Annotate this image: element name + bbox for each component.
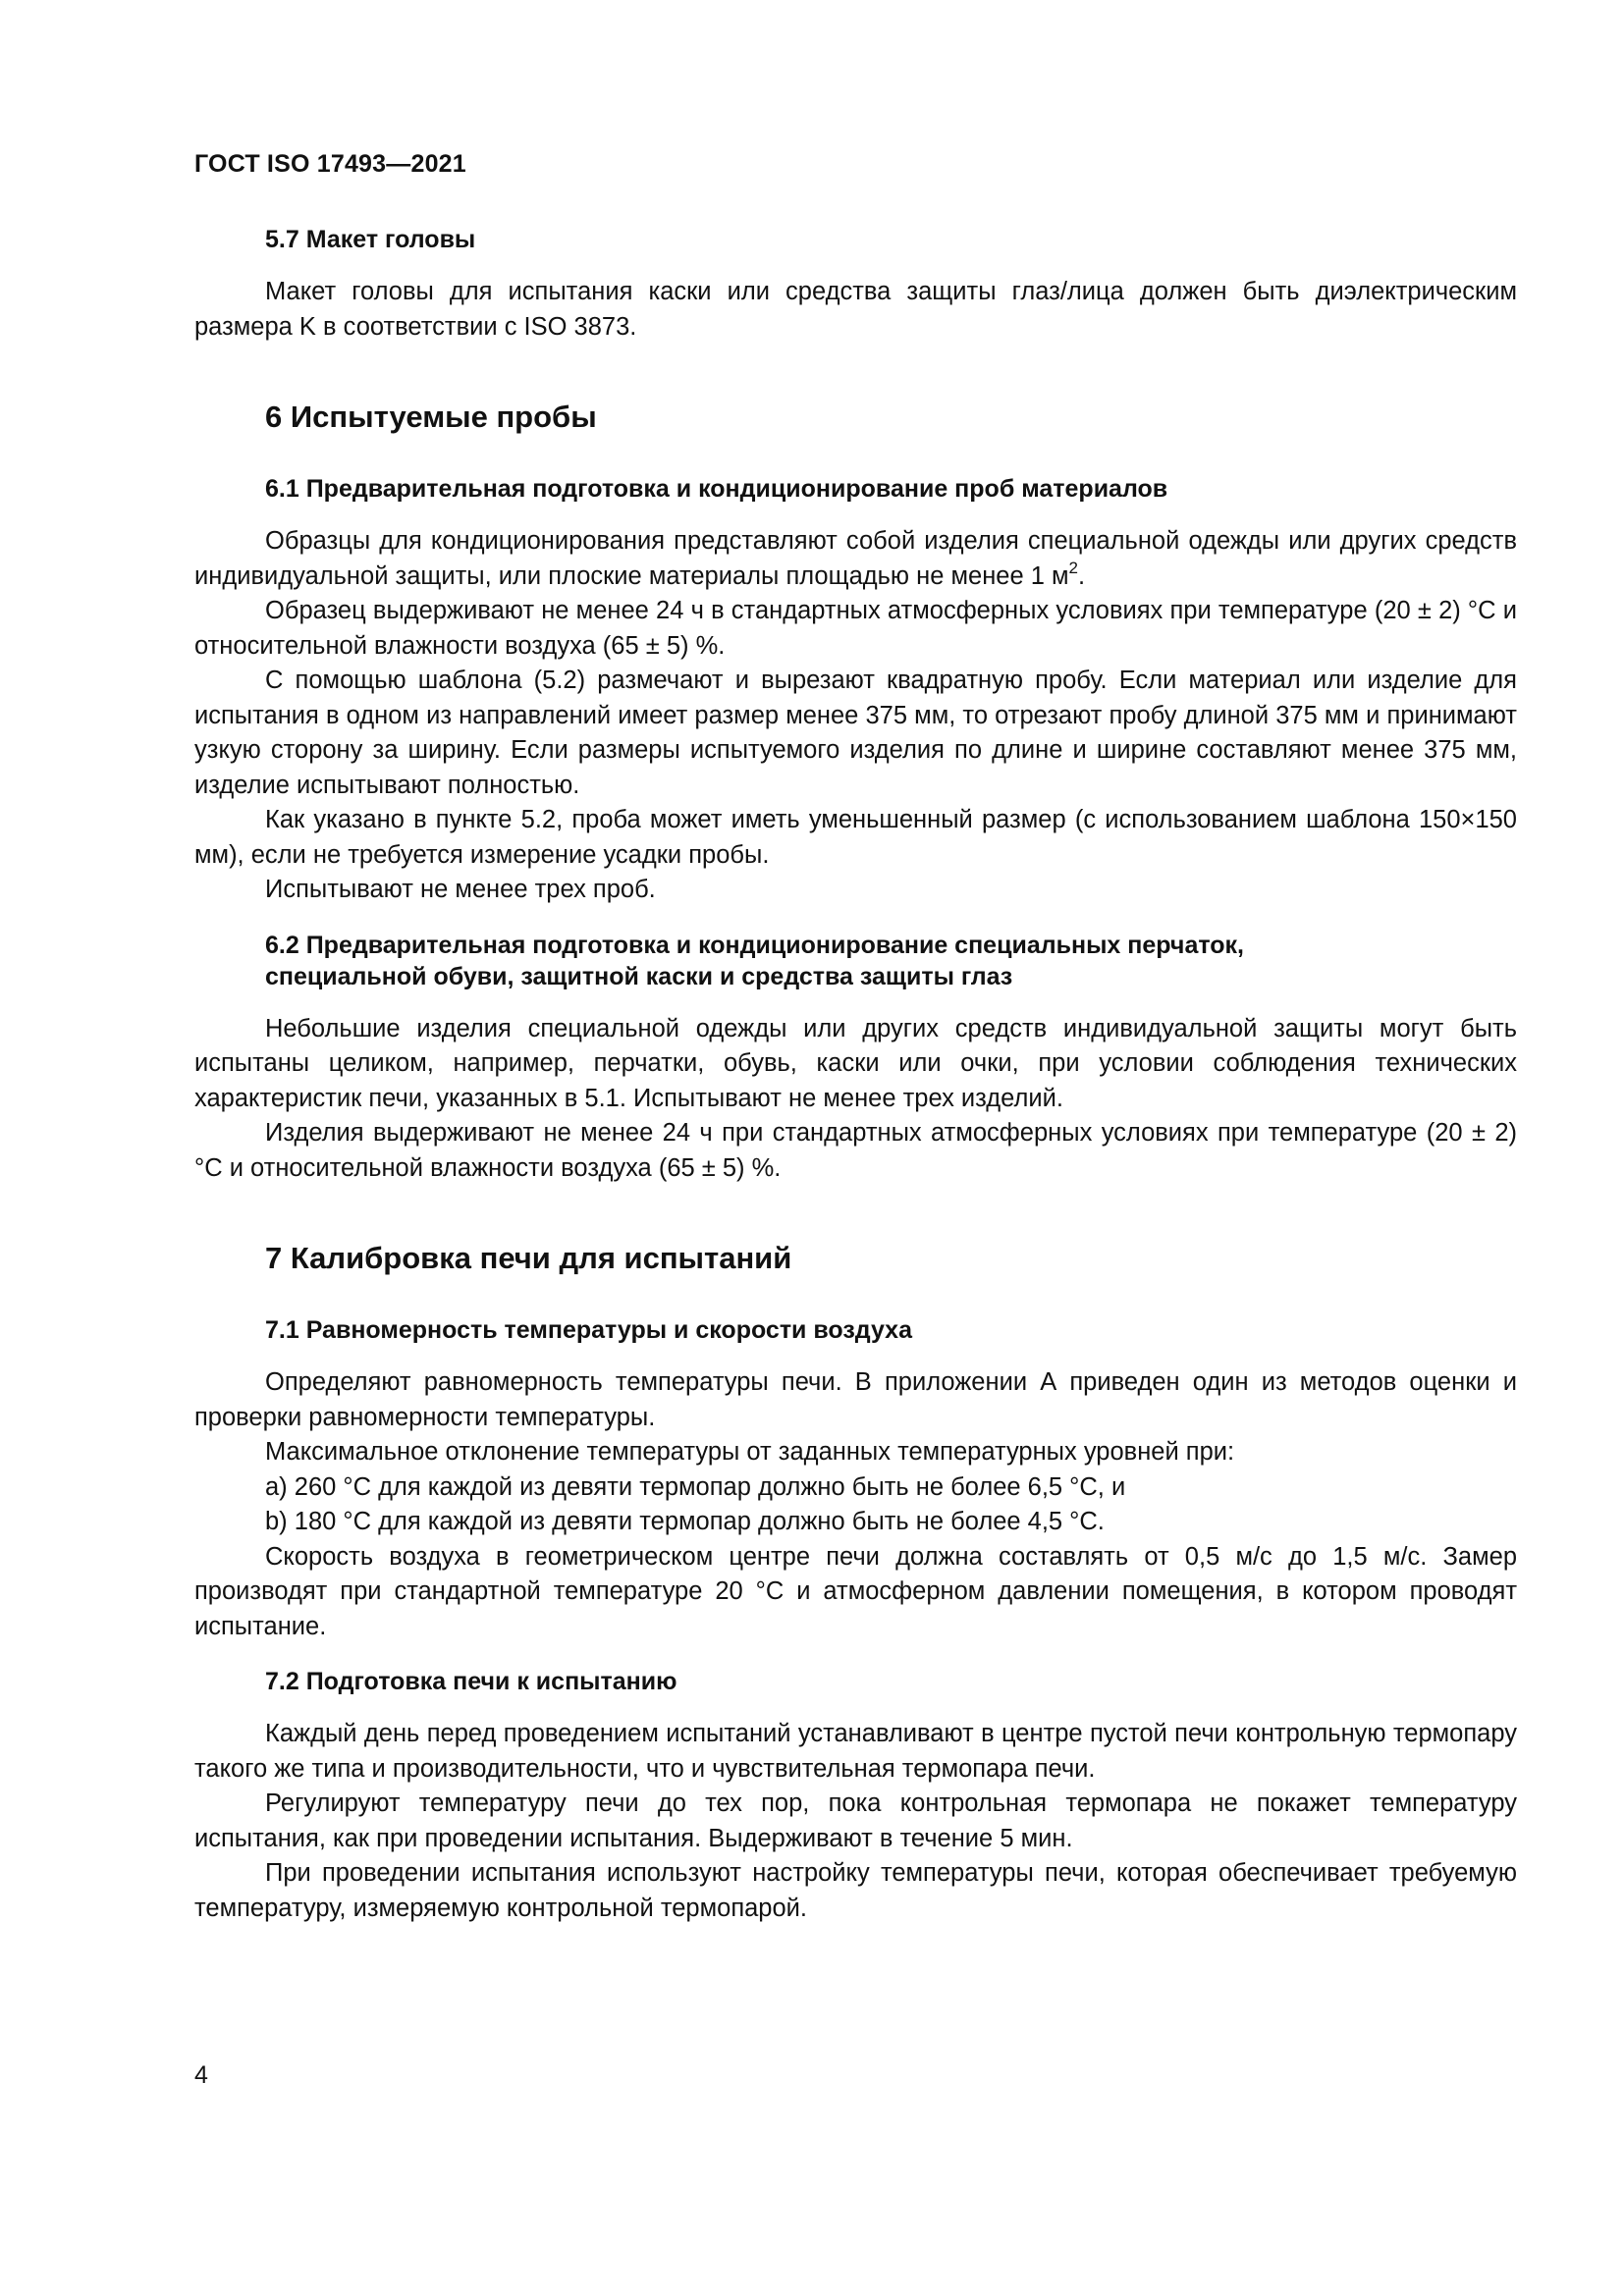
section-6-heading: 6 Испытуемые пробы xyxy=(265,400,597,434)
section-7-2-heading: 7.2 Подготовка печи к испытанию xyxy=(265,1668,677,1695)
section-6-2-heading-line-2: специальной обуви, защитной каски и средства защиты глаз xyxy=(265,962,1013,990)
section-6-1-paragraph-4: Как указано в пункте 5.2, проба может иметь уменьшенный размер (с использованием шаблона 150×150 мм), если не требуется измерение усадки пробы. xyxy=(194,806,1517,869)
section-6-2-heading-line-1: 6.2 Предварительная подготовка и кондиционирование специальных перчаток, xyxy=(265,931,1244,959)
section-5-7-heading: 5.7 Макет головы xyxy=(265,226,476,253)
section-7-heading: 7 Калибровка печи для испытаний xyxy=(265,1241,792,1275)
section-6-1-paragraph-2: Образец выдерживают не менее 24 ч в стандартных атмосферных условиях при температуре (20 ± 2) °С и относительной влажности воздуха (65 ± 5) %. xyxy=(194,597,1517,660)
section-6-1-paragraph-3: С помощью шаблона (5.2) размечают и вырезают квадратную пробу. Если материал или изделие для испытания в одном из направлений имеет размер менее 375 мм, то отрезают пробу длиной 375 мм и принимают узкую сторону за ширину. Если размеры испытуемого изделия по длине и ширине составляют менее 375 мм, изделие испытывают полностью. xyxy=(194,667,1517,799)
area-text-end: . xyxy=(1078,561,1086,590)
section-6-1-paragraph-5: Испытывают не менее трех проб. xyxy=(265,876,656,903)
section-6-1-paragraph-1 xyxy=(194,524,1517,594)
document-header: ГОСТ ISO 17493—2021 xyxy=(194,150,466,178)
section-5-7-paragraph: Макет головы для испытания каски или средства защиты глаз/лица должен быть диэлектрическим размера K в соответствии с ISO 3873. xyxy=(194,278,1517,341)
section-6-1-heading: 6.1 Предварительная подготовка и кондиционирование проб материалов xyxy=(265,475,1168,503)
section-7-2-paragraph-3: При проведении испытания используют настройку температуры печи, которая обеспечивает требуемую температуру, измеряемую контрольной термопарой. xyxy=(194,1859,1517,1922)
section-7-1-item-a: а) 260 °С для каждой из девяти термопар должно быть не более 6,5 °С, и xyxy=(265,1472,1126,1501)
section-6-2-paragraph-2: Изделия выдерживают не менее 24 ч при стандартных атмосферных условиях при температуре (20 ± 2) °С и относительной влажности воздуха (65 ± 5) %. xyxy=(194,1119,1517,1182)
section-7-1-paragraph-2: Максимальное отклонение температуры от заданных температурных уровней при: xyxy=(265,1438,1235,1466)
area-text: Образцы для кондиционирования представляют собой изделия специальной одежды или других средств индивидуальной защиты, или плоские материалы площадью не менее 1 м xyxy=(194,527,1517,590)
section-7-1-paragraph-5: Скорость воздуха в геометрическом центре печи должна составлять от 0,5 м/с до 1,5 м/с. Замер производят при стандартной температуре 20 °С и атмосферном давлении помещения, в котором проводят испытание. xyxy=(194,1542,1517,1640)
section-7-1-heading: 7.1 Равномерность температуры и скорости воздуха xyxy=(265,1316,912,1344)
section-6-2-heading xyxy=(265,930,1517,992)
section-7-2-paragraph-1: Каждый день перед проведением испытаний устанавливают в центре пустой печи контрольную термопару такого же типа и производительности, что и чувствительная термопара печи. xyxy=(194,1720,1517,1783)
area-superscript: 2 xyxy=(1068,558,1079,577)
section-6-2-paragraph-1: Небольшие изделия специальной одежды или других средств индивидуальной защиты могут быть испытаны целиком, например, перчатки, обувь, каски или очки, при условии соблюдения технических характеристик печи, указанных в 5.1. Испытывают не менее трех изделий. xyxy=(194,1014,1517,1112)
section-7-1-paragraph-1: Определяют равномерность температуры печи. В приложении А приведен один из методов оценки и проверки равномерности температуры. xyxy=(194,1368,1517,1431)
document-body xyxy=(194,224,1517,1926)
section-7-2-paragraph-2: Регулируют температуру печи до тех пор, пока контрольная термопара не покажет температуру испытания, как при проведении испытания. Выдерживают в течение 5 мин. xyxy=(194,1789,1517,1852)
section-7-1-item-b: b) 180 °С для каждой из девяти термопар должно быть не более 4,5 °С. xyxy=(265,1508,1105,1535)
page-number: 4 xyxy=(194,2061,208,2089)
